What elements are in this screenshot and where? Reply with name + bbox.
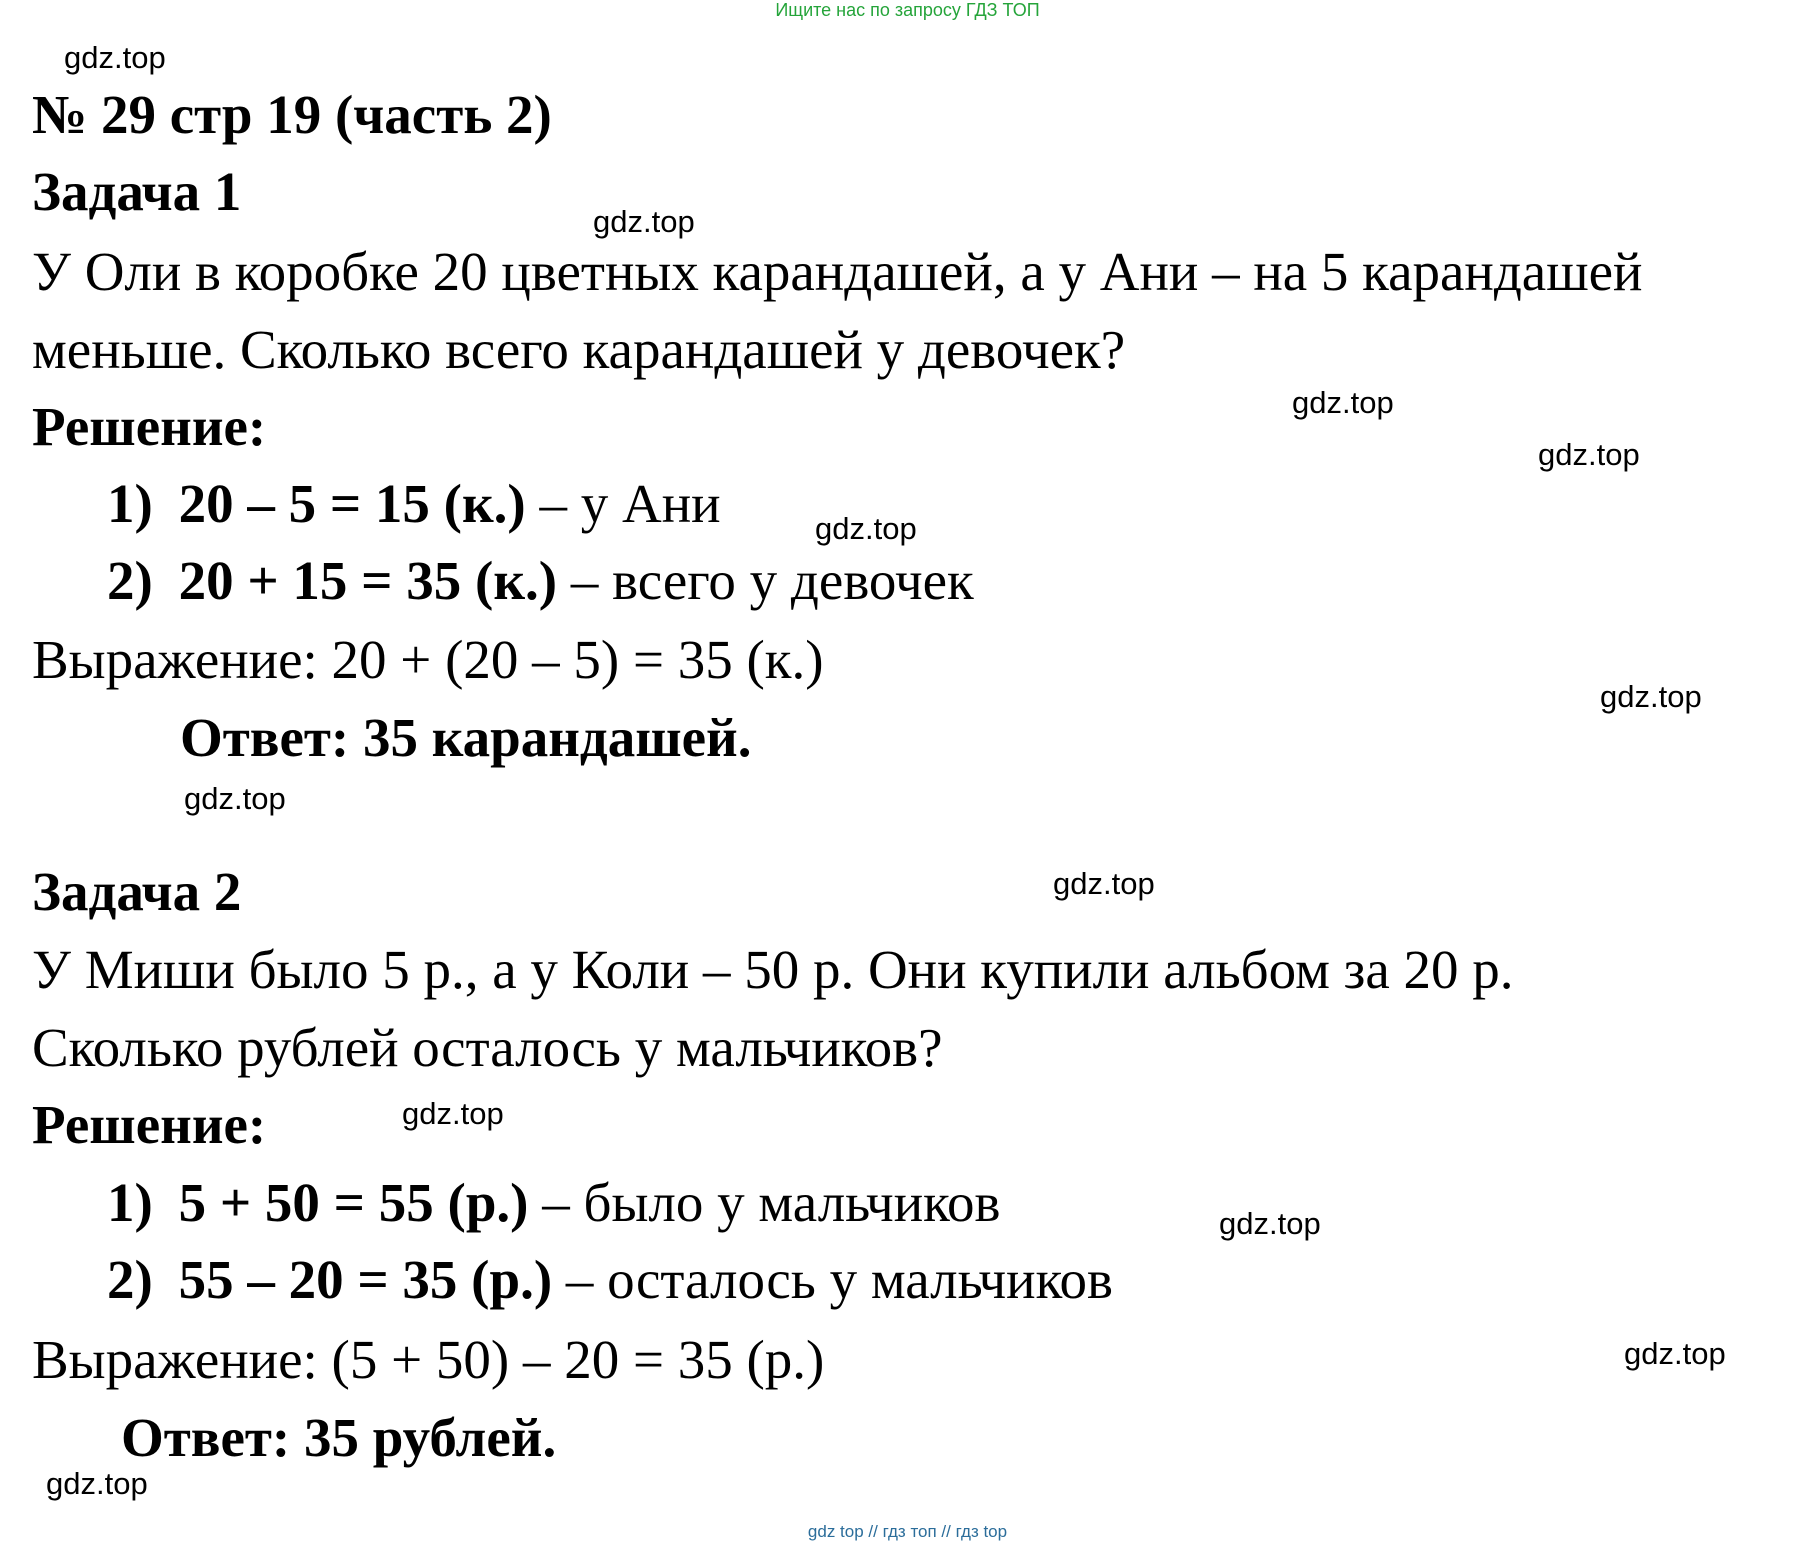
step-calc: 55 – 20 = 35 (р.) <box>178 1249 553 1310</box>
watermark: gdz.top <box>1053 866 1155 901</box>
task-2-text-line: Сколько рублей осталось у мальчиков? <box>32 1017 943 1078</box>
watermark: gdz.top <box>46 1466 148 1501</box>
task-1-solution-label: Решение: <box>32 396 267 457</box>
bottom-banner: gdz top // гдз топ // гдз top <box>807 1522 1008 1541</box>
task-2-expression: Выражение: (5 + 50) – 20 = 35 (р.) <box>32 1329 825 1390</box>
watermark: gdz.top <box>1219 1206 1321 1241</box>
task-1-text-line: У Оли в коробке 20 цветных карандашей, а у Ани – на 5 карандашей <box>32 241 1643 302</box>
step-note: – у Ани <box>525 473 721 534</box>
task-1-step-2 <box>107 549 974 612</box>
step-calc: 5 + 50 = 55 (р.) <box>178 1172 529 1233</box>
step-calc: 20 – 5 = 15 (к.) <box>178 473 526 534</box>
step-number: 2) <box>107 550 153 611</box>
task-2-answer: Ответ: 35 рублей. <box>121 1407 557 1468</box>
task-2-solution-label: Решение: <box>32 1094 267 1155</box>
top-banner: Ищите нас по запросу ГДЗ ТОП <box>775 0 1040 20</box>
watermark: gdz.top <box>1600 679 1702 714</box>
watermark: gdz.top <box>1538 437 1640 472</box>
task-1-step-1 <box>107 472 721 535</box>
page-title: № 29 стр 19 (часть 2) <box>32 84 552 145</box>
task-1-expression: Выражение: 20 + (20 – 5) = 35 (к.) <box>32 629 824 690</box>
step-note: – осталось у мальчиков <box>552 1249 1113 1310</box>
watermark: gdz.top <box>815 511 917 546</box>
task-1-text-line: меньше. Сколько всего карандашей у девочек? <box>32 319 1126 380</box>
watermark: gdz.top <box>402 1096 504 1131</box>
task-1-answer: Ответ: 35 карандашей. <box>180 707 752 768</box>
step-note: – всего у девочек <box>557 550 974 611</box>
step-number: 1) <box>107 1172 153 1233</box>
task-2-step-2 <box>107 1248 1113 1311</box>
step-number: 1) <box>107 473 153 534</box>
task-2-step-1 <box>107 1171 1001 1234</box>
step-note: – было у мальчиков <box>528 1172 1001 1233</box>
watermark: gdz.top <box>593 204 695 239</box>
step-number: 2) <box>107 1249 153 1310</box>
watermark: gdz.top <box>184 781 286 816</box>
watermark: gdz.top <box>64 40 166 75</box>
watermark: gdz.top <box>1292 385 1394 420</box>
task-1-heading: Задача 1 <box>32 161 242 222</box>
watermark: gdz.top <box>1624 1336 1726 1371</box>
step-calc: 20 + 15 = 35 (к.) <box>178 550 558 611</box>
task-2-heading: Задача 2 <box>32 861 242 922</box>
task-2-text-line: У Миши было 5 р., а у Коли – 50 р. Они купили альбом за 20 р. <box>32 939 1514 1000</box>
